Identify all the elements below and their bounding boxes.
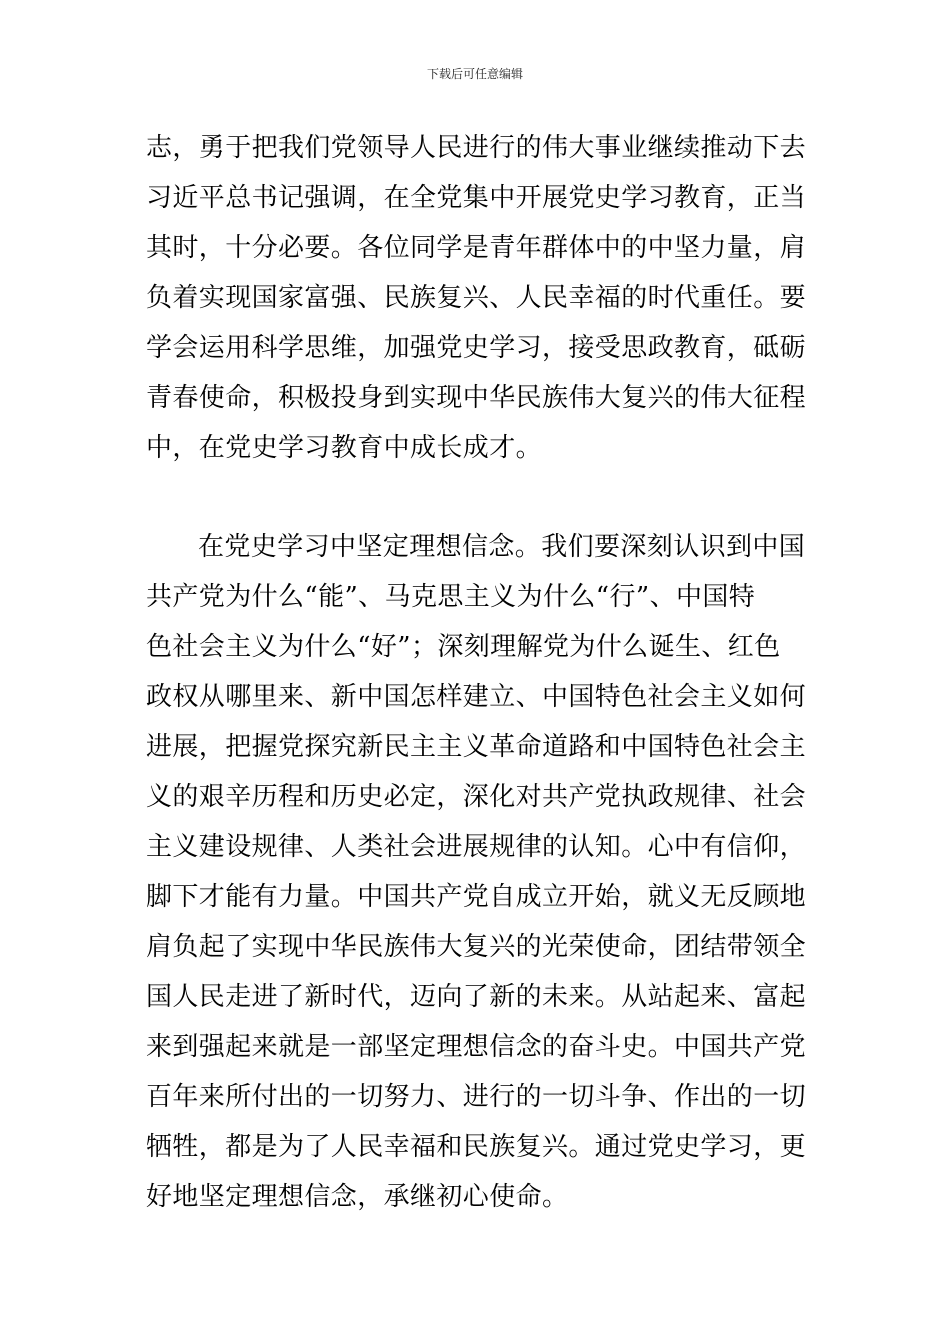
text-line: 进展，把握党探究新民主主义革命道路和中国特色社会主 xyxy=(146,732,807,762)
text-line: 共产党为什么“能”、马克思主义为什么“行”、中国特 xyxy=(146,582,756,612)
text-line: 政权从哪里来、新中国怎样建立、中国特色社会主义如何 xyxy=(146,682,807,712)
text-line: 百年来所付出的一切努力、进行的一切斗争、作出的一切 xyxy=(146,1082,807,1112)
text-line: 中，在党史学习教育中成长成才。 xyxy=(146,433,543,463)
text-line: 国人民走进了新时代，迈向了新的未来。从站起来、富起 xyxy=(146,982,807,1012)
text-line: 主义建设规律、人类社会进展规律的认知。心中有信仰， xyxy=(146,832,807,862)
text-line: 义的艰辛历程和历史必定，深化对共产党执政规律、社会 xyxy=(146,782,807,812)
text-line: 牺牲，都是为了人民幸福和民族复兴。通过党史学习，更 xyxy=(146,1132,807,1162)
text-line: 青春使命，积极投身到实现中华民族伟大复兴的伟大征程 xyxy=(146,383,807,413)
text-line: 志，勇于把我们党领导人民进行的伟大事业继续推动下去 xyxy=(146,133,807,163)
paragraph-2 xyxy=(146,522,808,1222)
text-line: 脚下才能有力量。中国共产党自成立开始，就义无反顾地 xyxy=(146,882,807,912)
text-line: 学会运用科学思维，加强党史学习，接受思政教育，砥砺 xyxy=(146,333,807,363)
text-line: 好地坚定理想信念，承继初心使命。 xyxy=(146,1182,569,1212)
text-line: 习近平总书记强调，在全党集中开展党史学习教育，正当 xyxy=(146,183,807,213)
text-line: 肩负起了实现中华民族伟大复兴的光荣使命，团结带领全 xyxy=(146,932,807,962)
text-line: 来到强起来就是一部坚定理想信念的奋斗史。中国共产党 xyxy=(146,1032,807,1062)
text-line: 在党史学习中坚定理想信念。我们要深刻认识到中国 xyxy=(198,532,806,562)
paragraph-1 xyxy=(146,123,808,473)
text-line: 其时，十分必要。各位同学是青年群体中的中坚力量，肩 xyxy=(146,233,807,263)
text-line: 色社会主义为什么“好”；深刻理解党为什么诞生、红色 xyxy=(146,632,781,662)
text-line: 负着实现国家富强、民族复兴、人民幸福的时代重任。要 xyxy=(146,283,807,313)
page-header: 下载后可任意编辑 xyxy=(426,67,523,81)
